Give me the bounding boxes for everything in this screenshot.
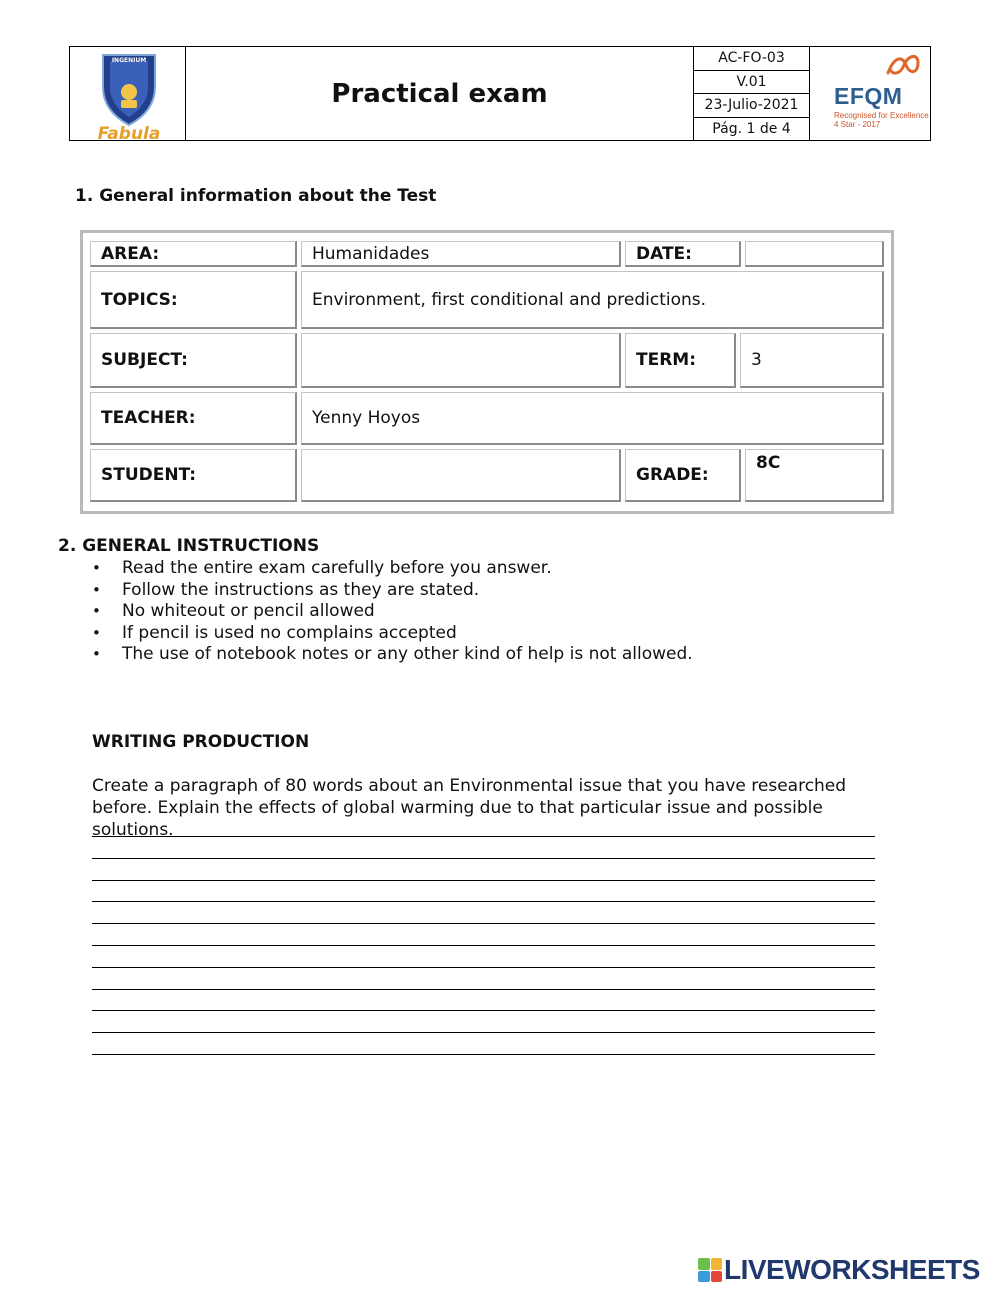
document-codes [694, 47, 810, 140]
list-item: • If pencil is used no complains accepted [92, 623, 693, 645]
liveworksheets-badge-icon [698, 1258, 722, 1282]
teacher-value[interactable]: Yenny Hoyos [301, 392, 884, 445]
list-item: • The use of notebook notes or any other kind of help is not allowed. [92, 644, 693, 666]
answer-line[interactable] [92, 923, 875, 924]
subject-label: SUBJECT: [90, 333, 297, 388]
term-value[interactable]: 3 [740, 333, 884, 388]
section-heading-instructions: 2. GENERAL INSTRUCTIONS [58, 536, 320, 556]
area-label: AREA: [90, 241, 297, 267]
efqm-tagline-1: Recognised for Excellence [834, 111, 929, 120]
section-heading-general-info: 1. General information about the Test [75, 186, 437, 206]
answer-line[interactable] [92, 945, 875, 946]
watermark-text: LIVEWORKSHEETS [724, 1254, 980, 1285]
date-label: DATE: [625, 241, 741, 267]
student-label: STUDENT: [90, 449, 297, 502]
list-item: • Read the entire exam carefully before you answer. [92, 558, 693, 580]
answer-line[interactable] [92, 901, 875, 902]
topics-label: TOPICS: [90, 271, 297, 329]
version-code: V.01 [694, 71, 809, 95]
issue-date: 23-Julio-2021 [694, 94, 809, 118]
list-item: • Follow the instructions as they are stated. [92, 580, 693, 602]
answer-line[interactable] [92, 1010, 875, 1011]
logo-wordmark: Fabula [97, 124, 161, 142]
answer-line[interactable] [92, 880, 875, 881]
topics-value[interactable]: Environment, first conditional and predictions. [301, 271, 884, 329]
teacher-label: TEACHER: [90, 392, 297, 445]
page-title: Practical exam [186, 47, 694, 140]
page-number: Pág. 1 de 4 [712, 120, 791, 137]
efqm-infinity-icon [810, 47, 930, 87]
answer-line[interactable] [92, 1054, 875, 1055]
answer-line[interactable] [92, 836, 875, 837]
date-value[interactable] [745, 241, 884, 267]
list-item: • No whiteout or pencil allowed [92, 601, 693, 623]
efqm-tagline [834, 111, 929, 129]
liveworksheets-watermark [698, 1256, 980, 1284]
answer-line[interactable] [92, 858, 875, 859]
answer-line[interactable] [92, 989, 875, 990]
grade-label: GRADE: [625, 449, 741, 502]
term-label: TERM: [625, 333, 736, 388]
answer-line[interactable] [92, 1032, 875, 1033]
school-crest-icon [70, 47, 186, 142]
efqm-tagline-2: 4 Star - 2017 [834, 120, 881, 129]
instructions-list [92, 558, 693, 666]
efqm-logo [810, 47, 930, 140]
area-value[interactable]: Humanidades [301, 241, 621, 267]
efqm-name: EFQM [834, 83, 903, 109]
grade-value[interactable]: 8C [745, 449, 884, 502]
writing-production-heading: WRITING PRODUCTION [92, 732, 310, 752]
crest-text: INGENIUM [111, 57, 147, 64]
form-code: AC-FO-03 [694, 47, 809, 71]
subject-value[interactable] [301, 333, 621, 388]
writing-prompt: Create a paragraph of 80 words about an Environmental issue that you have researched before. Explain the effects of global warming due to that particular issue and possible solutions. [92, 776, 847, 840]
answer-line[interactable] [92, 967, 875, 968]
document-header [69, 46, 931, 141]
school-logo [70, 47, 186, 140]
student-value[interactable] [301, 449, 621, 502]
